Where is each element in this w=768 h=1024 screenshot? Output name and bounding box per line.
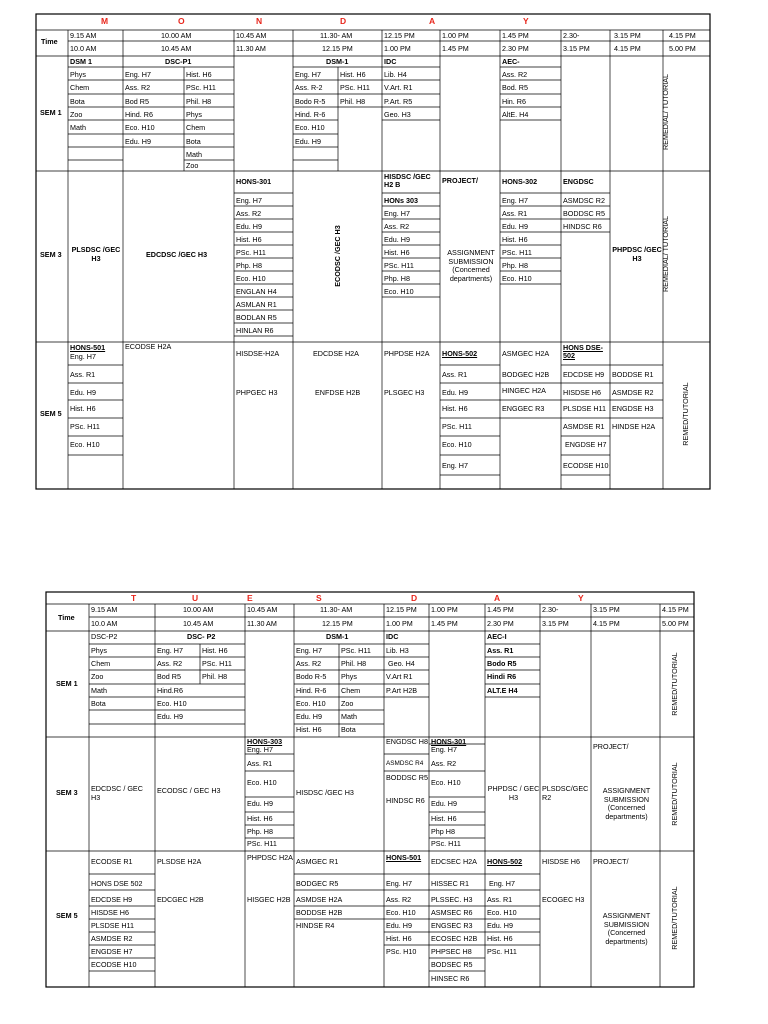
end-time: 12.15 PM	[322, 619, 353, 628]
cell: BODGEC H2B	[502, 370, 550, 379]
cell: ENGDSE H3	[612, 404, 654, 413]
cell: BODSEC R5	[431, 960, 473, 969]
start-time: 9.15 AM	[91, 605, 118, 614]
start-time: 1.00 PM	[442, 31, 469, 40]
cell: Bod. R5	[502, 83, 528, 92]
day-letter: A	[429, 16, 436, 26]
cell: ECODSE H10	[563, 461, 609, 470]
cell: Hind. R6	[125, 110, 153, 119]
cell: Php. H8	[247, 827, 273, 836]
cell: Phil. H8	[186, 97, 212, 106]
day-letter: M	[101, 16, 109, 26]
cell: Eco. H10	[70, 440, 100, 449]
cell-head: HONS-502	[487, 857, 523, 866]
cell: Eng. H7	[386, 879, 412, 888]
cell: HINLAN R6	[236, 326, 274, 335]
cell-head: HONs 303	[384, 196, 418, 205]
start-time: 1.00 PM	[431, 605, 458, 614]
cell: PSc. H11	[442, 422, 472, 431]
cell: ASMDSE H2A	[296, 895, 343, 904]
cell: PHPSEC H8	[431, 947, 472, 956]
end-time: 1.45 PM	[431, 619, 458, 628]
cell: ECODSE H10	[91, 960, 137, 969]
start-time: 3.15 PM	[593, 605, 620, 614]
cell: BODGEC R5	[296, 879, 339, 888]
cell: Zoo	[91, 672, 104, 681]
cell: ASSIGNMENT SUBMISSION (Concerned departments)	[447, 248, 495, 283]
remedial-label: REMED/TUTORIAL	[681, 382, 690, 446]
cell-head: HONS-502	[442, 349, 478, 358]
cell: HISGEC H2B	[247, 895, 291, 904]
cell: PLSGEC H3	[384, 388, 425, 397]
cell: Ass. R-2	[295, 83, 323, 92]
cell: ENGDSE H7	[565, 440, 607, 449]
cell: ASMDSE R2	[612, 388, 654, 397]
cell: ASMLAN R1	[236, 300, 277, 309]
cell: ASMDSE R1	[563, 422, 605, 431]
cell: Phil. H8	[340, 97, 366, 106]
cell: Eco. H10	[386, 908, 416, 917]
day-letter: Y	[578, 593, 584, 603]
time-label: Time	[41, 37, 58, 46]
cell: PLSSEC. H3	[431, 895, 473, 904]
cell: HONS DSE 502	[91, 879, 143, 888]
cell: ASSIGNMENT SUBMISSION (Concerned departments)	[602, 786, 651, 821]
cell: PSc. H11	[247, 839, 277, 848]
cell: Php H8	[431, 827, 455, 836]
end-time: 1.00 PM	[384, 44, 411, 53]
cell: Ass. R2	[125, 83, 151, 92]
day-letter: Y	[523, 16, 529, 26]
cell: ASMGEC H2A	[502, 349, 550, 358]
cell: BODDSE H2B	[296, 908, 343, 917]
cell: Php. H8	[384, 274, 410, 283]
cell: Edu. H9	[125, 137, 151, 146]
cell: Phys	[91, 646, 107, 655]
start-time: 12.15 PM	[386, 605, 417, 614]
cell: Phys	[341, 672, 357, 681]
cell: PSc. H11	[431, 839, 461, 848]
cell: Bota	[70, 97, 85, 106]
sem-label: SEM 3	[56, 788, 78, 797]
cell: Edu. H9	[431, 799, 457, 808]
start-time: 2.30-	[563, 31, 580, 40]
cell: Ass. R2	[157, 659, 183, 668]
cell: HINSEC R6	[431, 974, 470, 983]
end-time: 3.15 PM	[542, 619, 569, 628]
start-time: 3.15 PM	[614, 31, 641, 40]
cell: Ass. R2	[384, 222, 410, 231]
sem-label: SEM 3	[40, 250, 62, 259]
start-time: 4.15 PM	[662, 605, 689, 614]
cell: Hist. H6	[431, 814, 457, 823]
cell: Eco. H10	[236, 274, 266, 283]
cell: EDCDSC / GEC H3	[91, 784, 143, 802]
cell: Edu. H9	[487, 921, 513, 930]
remedial-label: REMED/TUTORIAL	[670, 886, 679, 950]
day-letter: D	[340, 16, 347, 26]
cell: PSc. H11	[236, 248, 266, 257]
cell: Eco. H10	[247, 778, 277, 787]
cell: ASSIGNMENT SUBMISSION (Concerned departments)	[602, 911, 651, 946]
cell: Hind. R-6	[296, 686, 327, 695]
cell: PSc. H10	[386, 947, 417, 956]
cell: Eng. H7	[384, 209, 410, 218]
cell: ALT.E H4	[487, 686, 518, 695]
cell-head: HONS-303	[247, 737, 283, 746]
cell: Lib. H4	[384, 70, 407, 79]
cell: Ass. R1	[502, 209, 528, 218]
end-time: 12.15 PM	[322, 44, 353, 53]
cell: Eng. H7	[236, 196, 262, 205]
cell: Eco. H10	[384, 287, 414, 296]
end-time: 10.45 AM	[161, 44, 192, 53]
cell-head: DSC- P2	[187, 632, 216, 641]
start-time: 4.15 PM	[669, 31, 696, 40]
cell: BODLAN R5	[236, 313, 277, 322]
cell-head: HONS DSE-502	[563, 343, 603, 360]
cell: ENGDSC H8	[386, 737, 428, 746]
cell-head: AEC-I	[487, 632, 507, 641]
cell: ECODSE R1	[91, 857, 133, 866]
cell-head: DSC-P2	[91, 632, 118, 641]
cell: Hist. H6	[384, 248, 410, 257]
cell: Eng. H7	[70, 352, 96, 361]
cell: Hind. R-6	[295, 110, 326, 119]
start-time: 1.45 PM	[487, 605, 514, 614]
end-time: 4.15 PM	[614, 44, 641, 53]
cell-head: IDC	[384, 57, 397, 66]
day-letter: N	[256, 16, 263, 26]
cell: Ass. R1	[487, 646, 514, 655]
cell: Hindi R6	[487, 672, 517, 681]
cell: PLSDSE H11	[91, 921, 135, 930]
time-label: Time	[58, 613, 75, 622]
cell: Eco. H10	[125, 123, 155, 132]
sem-label: SEM 5	[40, 409, 62, 418]
cell: Ass. R2	[296, 659, 322, 668]
cell: V.Art R1	[386, 672, 413, 681]
cell: ENGSEC R3	[431, 921, 473, 930]
cell: Phys	[186, 110, 202, 119]
cell: Bota	[341, 725, 356, 734]
cell-head: HISDSC /GEC H2 B	[384, 172, 431, 189]
cell: EDCSEC H2A	[431, 857, 477, 866]
cell: ASMDSC R2	[563, 196, 605, 205]
cell: Bota	[186, 137, 201, 146]
cell: Ass. R1	[487, 895, 513, 904]
end-time: 10.0 AM	[70, 44, 97, 53]
cell: PSc. H11	[384, 261, 414, 270]
cell: Ass. R2	[502, 70, 528, 79]
cell: ASMDSE R2	[91, 934, 133, 943]
cell: Chem	[186, 123, 206, 132]
cell: ENFDSE H2B	[315, 388, 361, 397]
cell: Eng. H7	[295, 70, 321, 79]
cell: Phys	[70, 70, 86, 79]
cell: EDCDSE H2A	[313, 349, 359, 358]
cell-head: HONS-301	[431, 737, 467, 746]
remedial-label: REMED/TUTORIAL	[670, 762, 679, 826]
cell: Eng. H7	[157, 646, 183, 655]
cell: PSc. H11	[341, 646, 371, 655]
cell: HISDSC /GEC H3	[296, 788, 354, 797]
cell: Edu. H9	[386, 921, 412, 930]
cell: V.Art. R1	[384, 83, 413, 92]
cell: Edu. H9	[502, 222, 528, 231]
cell: ECOSEC H2B	[431, 934, 478, 943]
cell: PHPDSC / GEC H3	[487, 784, 540, 802]
cell-head: PROJECT/	[593, 857, 629, 866]
cell: PHPDSE H2A	[384, 349, 430, 358]
cell: Eng. H7	[502, 196, 528, 205]
cell: Lib. H3	[386, 646, 409, 655]
start-time: 9.15 AM	[70, 31, 97, 40]
day-letter: T	[131, 593, 137, 603]
cell: Ass. R1	[70, 370, 96, 379]
cell: Phil. H8	[202, 672, 228, 681]
cell: EDCDSE H9	[91, 895, 133, 904]
cell: Math	[70, 123, 86, 132]
cell: Bodo R-5	[296, 672, 327, 681]
cell: EDCGEC H2B	[157, 895, 204, 904]
end-time: 3.15 PM	[563, 44, 590, 53]
cell-head: HONS-501	[70, 343, 106, 352]
cell: EDCDSC /GEC H3	[146, 250, 208, 259]
cell: Eng. H7	[296, 646, 322, 655]
cell: PHPGEC H3	[236, 388, 278, 397]
cell: PHPDSC H2A	[247, 853, 293, 862]
cell: Chem	[91, 659, 111, 668]
cell: Eco. H10	[502, 274, 532, 283]
cell: HISDSE H6	[542, 857, 580, 866]
cell: Eco. H10	[295, 123, 325, 132]
cell: Hist. H6	[386, 934, 412, 943]
cell: Hist. H6	[247, 814, 273, 823]
start-time: 11.30- AM	[320, 31, 353, 40]
cell: Eco. H10	[487, 908, 517, 917]
cell: Geo. H4	[388, 659, 415, 668]
day-letter: U	[192, 593, 199, 603]
cell-head: HONS-501	[386, 853, 422, 862]
cell: Eco. H10	[431, 778, 461, 787]
sem-label: SEM 1	[40, 108, 62, 117]
remedial-label: REMEDIAL/ TUTORIAL	[661, 215, 670, 293]
end-time: 2.30 PM	[487, 619, 514, 628]
cell: Ass. R1	[442, 370, 468, 379]
cell: Zoo	[341, 699, 354, 708]
end-time: 11.30 AM	[236, 44, 266, 53]
cell: Edu. H9	[384, 235, 410, 244]
cell: Hin. R6	[502, 97, 526, 106]
cell: Eco. H10	[296, 699, 326, 708]
cell: Eng. H7	[125, 70, 151, 79]
cell: HINDSE H2A	[612, 422, 656, 431]
cell: ECODSC / GEC H3	[157, 786, 221, 795]
end-time: 10.45 AM	[183, 619, 214, 628]
cell: Eco. H10	[442, 440, 472, 449]
cell: ENGGEC R3	[502, 404, 545, 413]
cell: Bodo R5	[487, 659, 517, 668]
cell: ECODSE H2A	[125, 342, 172, 351]
cell: Edu. H9	[157, 712, 183, 721]
cell: Edu. H9	[236, 222, 262, 231]
start-time: 10.45 AM	[247, 605, 278, 614]
cell: Bota	[91, 699, 106, 708]
start-time: 11.30- AM	[320, 605, 353, 614]
cell: Ass. R2	[431, 759, 457, 768]
cell-head: HONS-301	[236, 177, 272, 186]
cell: Geo. H3	[384, 110, 411, 119]
cell: PHPDSC /GEC H3	[612, 245, 662, 263]
day-letter: D	[411, 593, 418, 603]
cell: PSc. H11	[70, 422, 100, 431]
cell: Bodo R-5	[295, 97, 326, 106]
cell: Phil. H8	[341, 659, 367, 668]
cell: Hist. H6	[502, 235, 528, 244]
end-time: 11.30 AM	[247, 619, 277, 628]
cell: ENGLAN H4	[236, 287, 277, 296]
cell-head: ENGDSC	[563, 177, 594, 186]
end-time: 1.45 PM	[442, 44, 469, 53]
cell: PSc. H11	[186, 83, 216, 92]
end-time: 10.0 AM	[91, 619, 118, 628]
cell-head: AEC-	[502, 57, 520, 66]
start-time: 10.00 AM	[183, 605, 214, 614]
start-time: 10.45 AM	[236, 31, 267, 40]
cell: Eng. H7	[489, 879, 515, 888]
cell: Edu. H9	[247, 799, 273, 808]
cell: Php. H8	[236, 261, 262, 270]
end-time: 5.00 PM	[662, 619, 689, 628]
cell: ASMDSC R4	[386, 760, 424, 767]
start-time: 10.00 AM	[161, 31, 192, 40]
cell: PLSDSE H2A	[157, 857, 202, 866]
day-letter: O	[178, 16, 185, 26]
cell-head: DSC-P1	[165, 57, 192, 66]
cell: Edu. H9	[70, 388, 96, 397]
start-time: 2.30-	[542, 605, 559, 614]
cell-head: IDC	[386, 632, 399, 641]
cell: HINDSC R6	[386, 796, 425, 805]
end-time: 4.15 PM	[593, 619, 620, 628]
cell: PSc. H11	[487, 947, 517, 956]
cell: P.Art H2B	[386, 686, 418, 695]
cell: Hist. H6	[487, 934, 513, 943]
cell: HINDSE R4	[296, 921, 335, 930]
cell: PSc. H11	[502, 248, 532, 257]
cell: HISDSE H6	[91, 908, 129, 917]
cell-head: PROJECT/	[593, 742, 629, 751]
cell: Ass. R2	[386, 895, 412, 904]
cell: Edu. H9	[442, 388, 468, 397]
cell: PSc. H11	[202, 659, 232, 668]
cell: Chem	[341, 686, 361, 695]
cell: Math	[91, 686, 107, 695]
cell: Eng. H7	[247, 745, 273, 754]
cell: Hist. H6	[186, 70, 212, 79]
cell: Ass. R2	[236, 209, 262, 218]
cell: Bod R5	[125, 97, 149, 106]
cell-head: DSM-1	[326, 632, 349, 641]
cell: Hist. H6	[202, 646, 228, 655]
cell: ECOGEC H3	[542, 895, 585, 904]
cell: Chem	[70, 83, 90, 92]
cell: Bod R5	[157, 672, 181, 681]
cell: ASMGEC R1	[296, 857, 339, 866]
cell: EDCDSE H9	[563, 370, 605, 379]
cell: Ass. R1	[247, 759, 273, 768]
cell: Hist. H6	[442, 404, 468, 413]
cell: BODDSC R5	[386, 773, 428, 782]
cell: Hist. H6	[340, 70, 366, 79]
cell: Math	[341, 712, 357, 721]
cell: P.Art. R5	[384, 97, 413, 106]
cell: PLSDSC /GEC H3	[71, 245, 121, 263]
cell: PSc. H11	[340, 83, 370, 92]
cell: Zoo	[70, 110, 83, 119]
cell: Edu. H9	[296, 712, 322, 721]
cell: BODDSE R1	[612, 370, 654, 379]
end-time: 1.00 PM	[386, 619, 413, 628]
day-letter: S	[316, 593, 322, 603]
end-time: 5.00 PM	[669, 44, 696, 53]
cell: HINDSC R6	[563, 222, 602, 231]
cell-head: PROJECT/	[442, 176, 478, 185]
cell: BODDSC R5	[563, 209, 605, 218]
day-letter: A	[494, 593, 501, 603]
day-letter: E	[247, 593, 253, 603]
cell-head: DSM 1	[70, 57, 92, 66]
cell: AltE. H4	[502, 110, 529, 119]
cell: Hist. H6	[70, 404, 96, 413]
cell: PLSDSE H11	[563, 404, 607, 413]
sem-label: SEM 5	[56, 911, 78, 920]
end-time: 2.30 PM	[502, 44, 529, 53]
start-time: 12.15 PM	[384, 31, 415, 40]
cell-head: DSM-1	[326, 57, 349, 66]
cell-head: HONS-302	[502, 177, 538, 186]
remedial-label: REMEDIAL/ TUTORIAL	[661, 73, 670, 151]
cell: ENGDSE H7	[91, 947, 133, 956]
cell: HINGEC H2A	[502, 386, 546, 395]
remedial-label: REMED/TUTORIAL	[670, 652, 679, 716]
cell: HISDSE H6	[563, 388, 601, 397]
cell: HISSEC R1	[431, 879, 469, 888]
cell: ASMSEC R6	[431, 908, 473, 917]
cell: Zoo	[186, 161, 199, 170]
cell: PLSDSC/GEC R2	[542, 784, 589, 802]
cell: HISDSE-H2A	[236, 349, 280, 358]
cell: Math	[186, 150, 202, 159]
start-time: 1.45 PM	[502, 31, 529, 40]
cell: Php. H8	[502, 261, 528, 270]
cell: Hist. H6	[296, 725, 322, 734]
cell: Edu. H9	[295, 137, 321, 146]
cell: Hind.R6	[157, 686, 183, 695]
cell: ECODSC /GEC H3	[333, 225, 342, 287]
cell: Eco. H10	[157, 699, 187, 708]
cell: Hist. H6	[236, 235, 262, 244]
cell: Eng. H7	[431, 745, 457, 754]
cell: Eng. H7	[442, 461, 468, 470]
sem-label: SEM 1	[56, 679, 78, 688]
